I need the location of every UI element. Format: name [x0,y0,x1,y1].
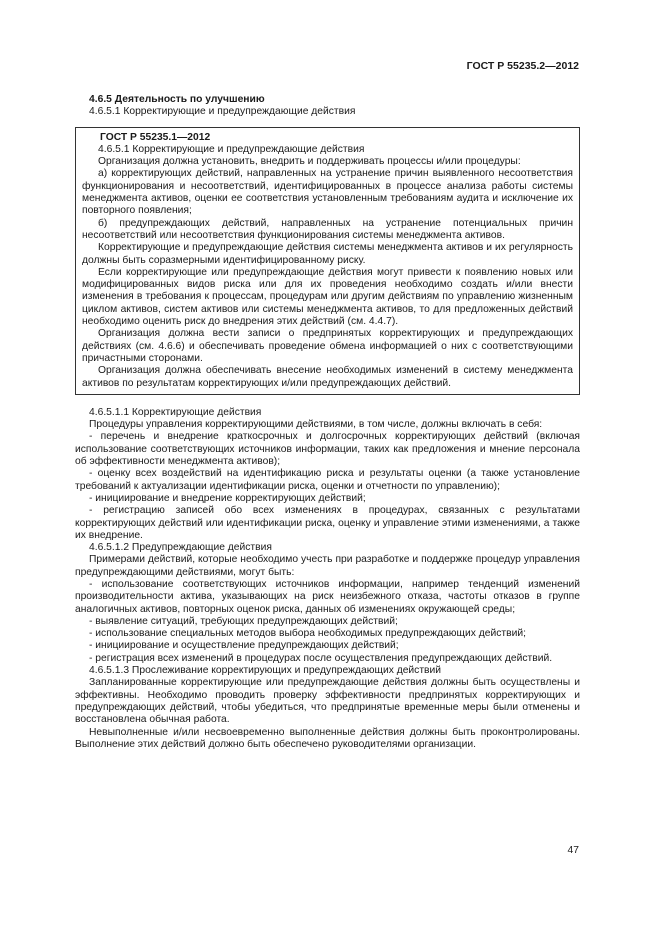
box-paragraph: Организация должна установить, внедрить и поддерживать процессы и/или процедуры: [98,156,521,168]
list-item: - регистрация всех изменений в процедурах после осуществления предупреждающих действий. [89,652,553,664]
subsection-heading: 4.6.5.1.2 Предупреждающие действия [89,542,272,554]
body-paragraph: Запланированные корректирующие или предупреждающие действия должны быть осуществлены и эффективны. Необходимо проводить проверку эффективности предпринятых корректирующих и предупреждающих действий, чтобы убедиться, что предпринятые временные меры были отменены и восстановлена обычная работа. [75,677,580,726]
page-content [75,94,580,751]
box-paragraph: а) корректирующих действий, направленных на устранение причин выявленного несоответствия функционирования и несоответствий, идентифицированных в процессе анализа работы системы менеджмента активов, оценки ее соответствия установленным требованиям аудита и исключение их повторного появления; [82,168,573,217]
box-paragraph: Организация должна вести записи о предпринятых корректирующих и предупреждающих действиях (см. 4.6.6) и обеспечивать проведение обмена информацией о них с соответствующими причастными сторонами. [82,328,573,364]
list-item: - использование специальных методов выбора необходимых предупреждающих действий; [89,628,526,640]
box-paragraph: Если корректирующие или предупреждающие действия могут привести к появлению новых или модифицированных видов риска или для их проведения необходимо создать и/или внести изменения в требования к процессам, процедурам или другим действиям по управлению жизненным циклом активов, систем активов или системы менеджмента активов, то для предложенных действий необходимо оценить риск до внедрения этих действий (см. 4.4.7). [82,266,573,328]
list-item: - выявление ситуаций, требующих предупреждающих действий; [89,615,398,627]
section-title: 4.6.5 Деятельность по улучшению [89,94,265,105]
list-item: - оценку всех воздействий на идентификацию риска и результаты оценки (а также установление требований к актуализации идентификации риска, оценки и отчетности по управлению); [75,468,580,492]
list-item: - использование соответствующих источников информации, например тенденций изменений производительности актива, указывающих на риск неизбежного отказа, частоты отказов в группе аналогичных активов, повторных оценок риска, данных об изменениях окружающей среды; [75,578,580,615]
box-heading: 4.6.5.1 Корректирующие и предупреждающие действия [98,143,365,155]
quoted-standard-box [75,127,580,395]
box-paragraph: Организация должна обеспечивать внесение необходимых изменений в систему менеджмента активов по результатам корректирующих и/или предупреждающих действий. [82,365,573,389]
document-id-header: ГОСТ Р 55235.2—2012 [466,60,579,72]
subsection-heading: 4.6.5.1.3 Прослеживание корректирующих и предупреждающих действий [89,665,442,677]
list-item: - инициирование и осуществление предупреждающих действий; [89,640,399,652]
list-item: - регистрацию записей обо всех изменениях в процедурах, связанных с результатами корректирующих действий или идентификации риска, оценку и управление этими изменениями, а также их внедрение. [75,505,580,541]
section-subtitle: 4.6.5.1 Корректирующие и предупреждающие действия [89,106,356,118]
box-paragraph: б) предупреждающих действий, направленных на устранение потенциальных причин несоответствий или несоответствия функционирования системы менеджмента активов. [82,217,573,241]
body-paragraph: Примерами действий, которые необходимо учесть при разработке и поддержке процедур управления предупреждающими действиями, могут быть: [75,554,580,578]
body-paragraph: Невыполненные и/или несвоевременно выполненные действия должны быть проконтролированы. Выполнение этих действий должно быть обеспечено руководителями организации. [75,726,580,750]
list-item: - перечень и внедрение краткосрочных и долгосрочных корректирующих действий (включая использование соответствующих источников информации, таких как предложения и мнение персонала об эффективности менеджмента активов); [75,431,580,468]
box-title: ГОСТ Р 55235.1—2012 [100,131,211,143]
box-paragraph: Корректирующие и предупреждающие действия системы менеджмента активов и их регулярность должны быть соразмерными идентифицированному риску. [82,242,573,266]
list-item: - инициирование и внедрение корректирующих действий; [89,492,366,504]
body-paragraph: Процедуры управления корректирующими действиями, в том числе, должны включать в себя: [89,419,543,431]
page-number: 47 [567,845,579,856]
subsection-heading: 4.6.5.1.1 Корректирующие действия [89,406,262,418]
